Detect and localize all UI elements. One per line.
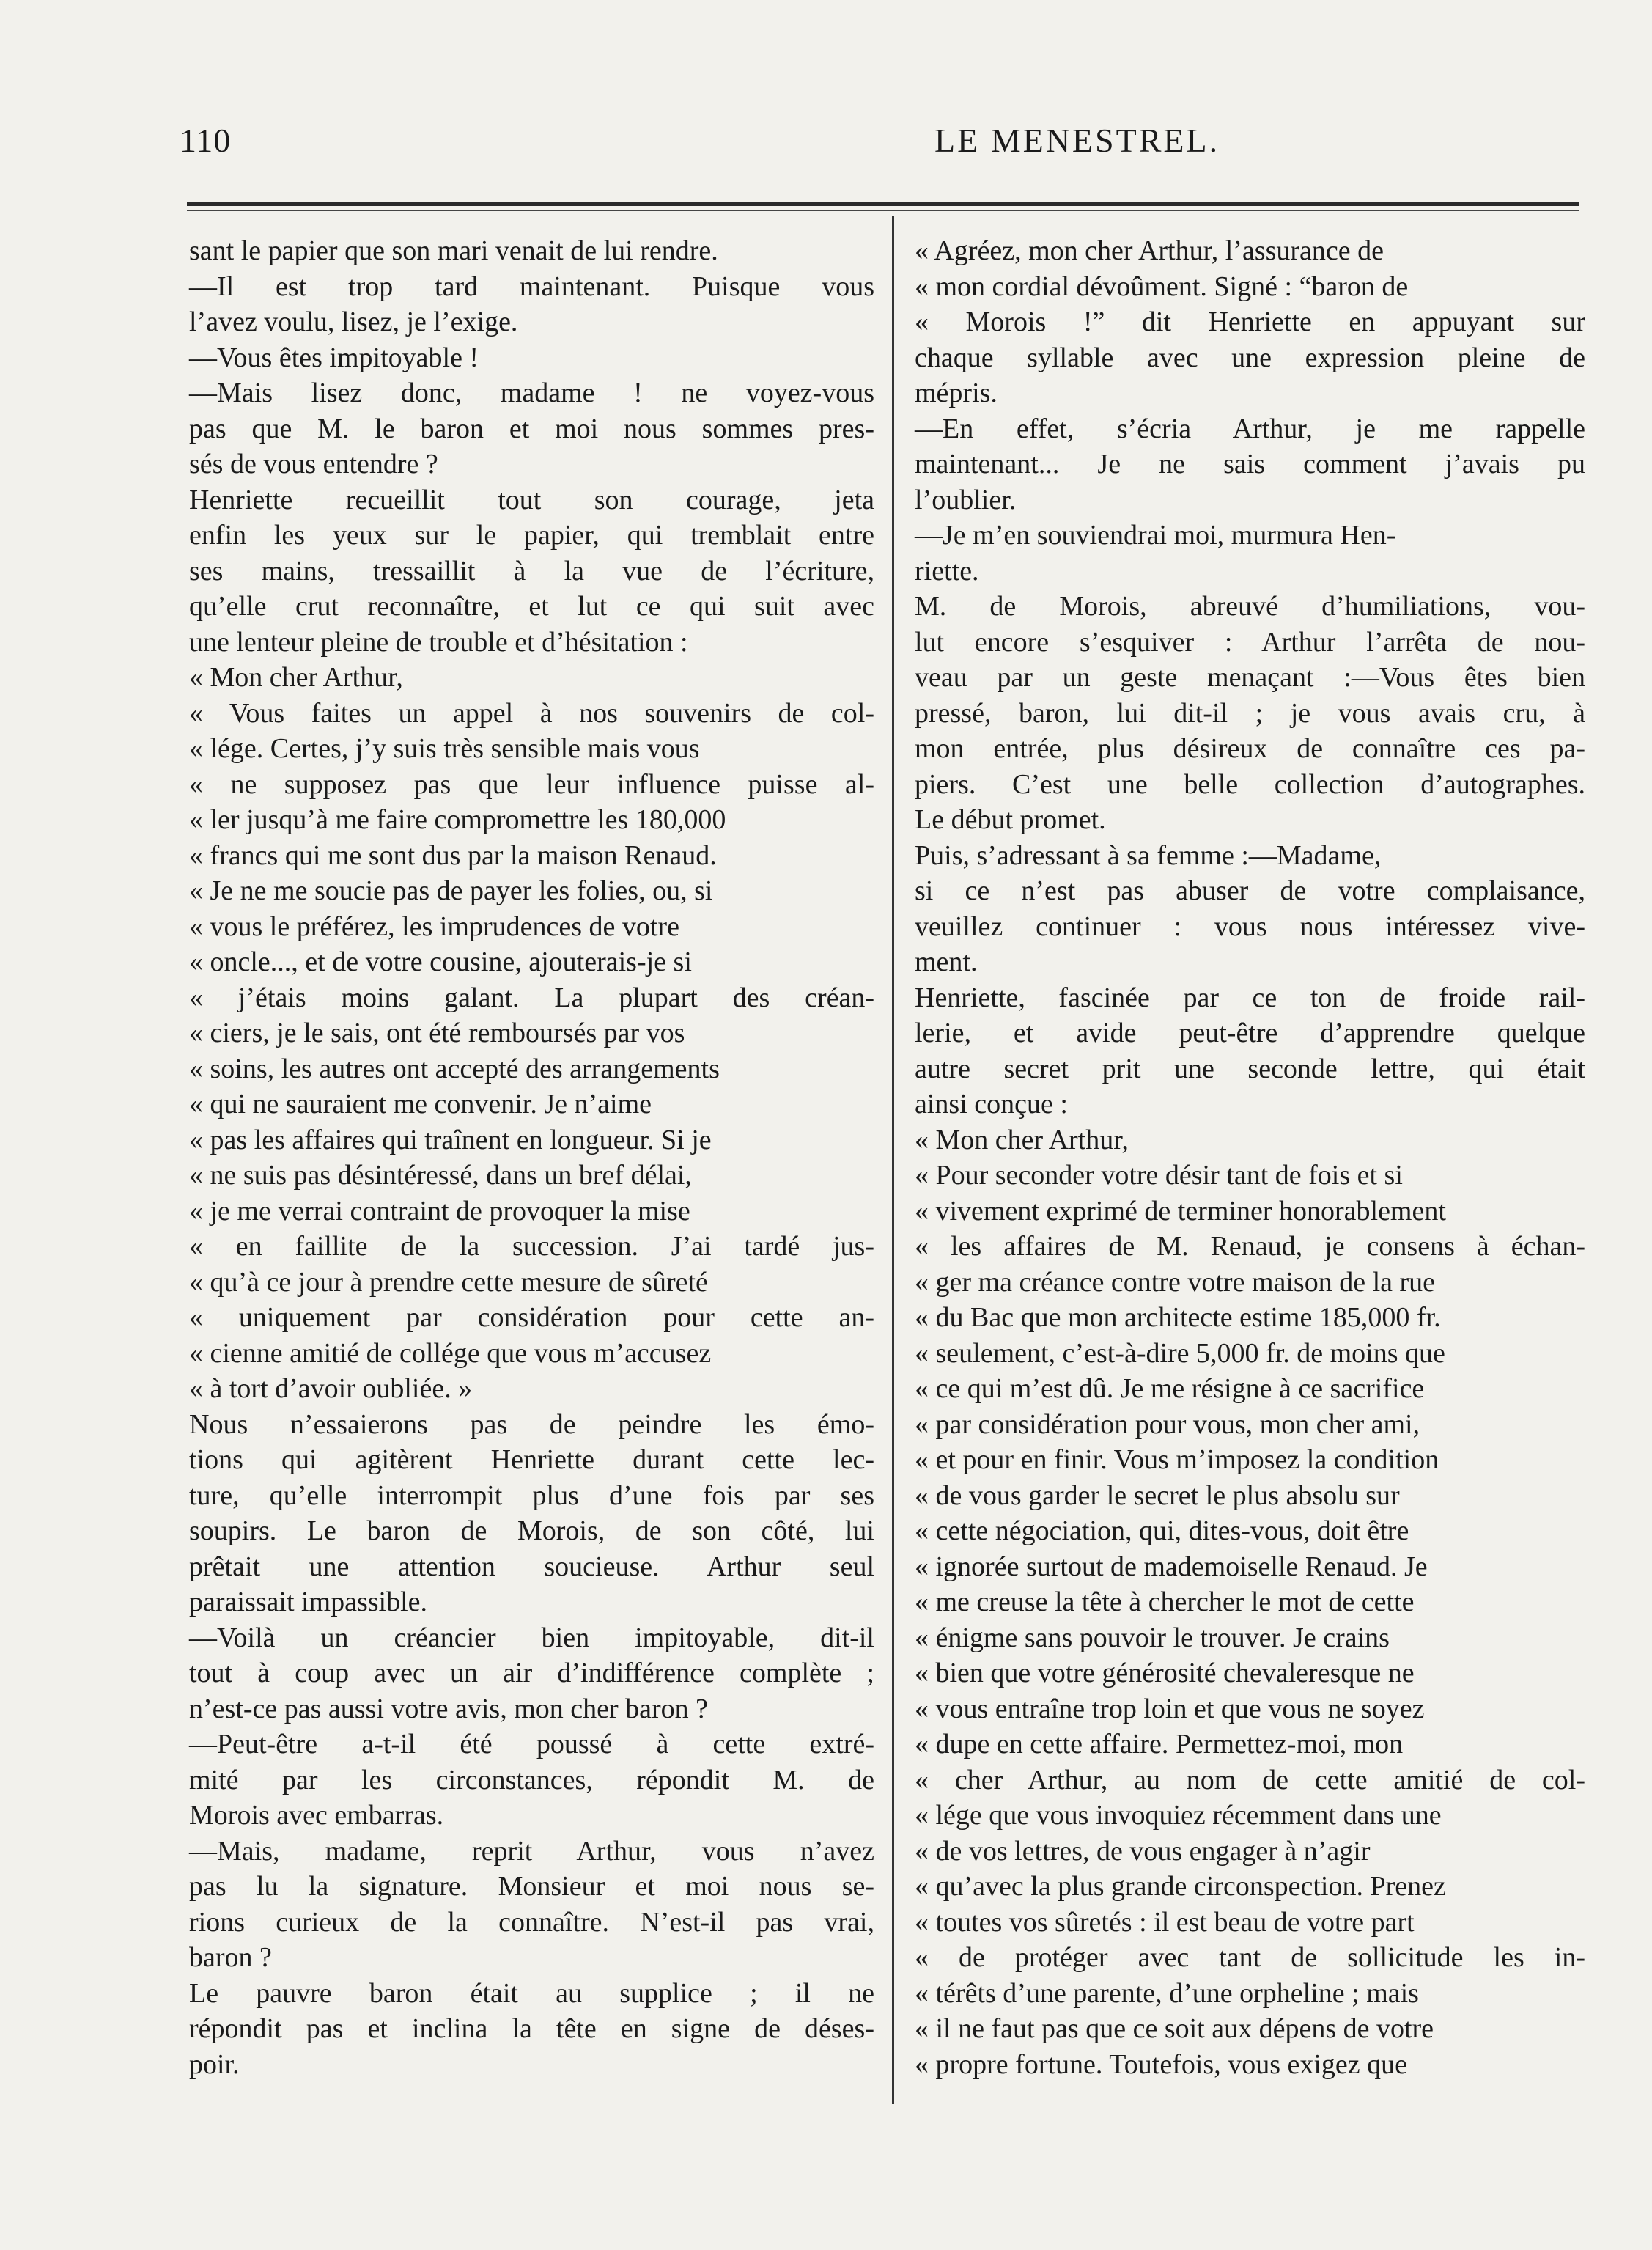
text-line: mépris. — [915, 378, 998, 408]
text-line: soupirs. Le baron de Morois, de son côté, lui — [189, 1515, 874, 1546]
text-line: tions qui agitèrent Henriette durant cette lec- — [189, 1444, 874, 1475]
text-line: Nous n’essaierons pas de peindre les émo- — [189, 1408, 874, 1440]
text-line: « et pour en finir. Vous m’imposez la condition — [915, 1444, 1439, 1475]
page-number: 110 — [180, 122, 232, 159]
text-line: qu’elle crut reconnaître, et lut ce qui suit avec — [189, 591, 874, 622]
text-line: —Il est trop tard maintenant. Puisque vous — [189, 271, 874, 302]
text-line: Puis, s’adressant à sa femme :—Madame, — [915, 839, 1382, 871]
text-line: sant le papier que son mari venait de lui rendre. — [189, 235, 718, 266]
text-line: poir. — [189, 2048, 240, 2080]
text-line: « par considération pour vous, mon cher ami, — [915, 1408, 1420, 1440]
text-line: « les affaires de M. Renaud, je consens à échan- — [915, 1231, 1585, 1262]
text-line: enfin les yeux sur le papier, qui tremblait entre — [189, 520, 874, 551]
text-line: lut encore s’esquiver : Arthur l’arrêta de nou- — [915, 626, 1585, 658]
text-line: « Pour seconder votre désir tant de fois et si — [915, 1160, 1403, 1191]
text-line: Le début promet. — [915, 804, 1106, 835]
text-line: sés de vous entendre ? — [189, 449, 438, 479]
text-line: « ce qui m’est dû. Je me résigne à ce sacrifice — [915, 1373, 1425, 1404]
text-line: « me creuse la tête à chercher le mot de cette — [915, 1587, 1415, 1617]
text-line: « qui ne sauraient me convenir. Je n’aime — [189, 1089, 652, 1120]
text-line: M. de Morois, abreuvé d’humiliations, vou- — [915, 591, 1585, 622]
text-line: ment. — [915, 946, 978, 977]
text-line: Morois avec embarras. — [189, 1800, 444, 1831]
text-line: « bien que votre générosité chevaleresque ne — [915, 1658, 1415, 1688]
header-rule — [187, 202, 1579, 206]
text-line: —Voilà un créancier bien impitoyable, dit-il — [189, 1622, 874, 1653]
text-line: —En effet, s’écria Arthur, je me rappelle — [915, 413, 1585, 444]
text-line: « qu’à ce jour à prendre cette mesure de sûreté — [189, 1266, 708, 1298]
text-line: —Vous êtes impitoyable ! — [189, 342, 479, 373]
text-line: « Morois !” dit Henriette en appuyant sur — [915, 306, 1585, 337]
text-line: baron ? — [189, 1942, 272, 1973]
text-line: pas que M. le baron et moi nous sommes pres- — [189, 413, 874, 444]
text-line: « de vous garder le secret le plus absolu sur — [915, 1479, 1400, 1511]
text-line: « il ne faut pas que ce soit aux dépens de votre — [915, 2013, 1434, 2044]
text-line: rions curieux de la connaître. N’est-il pas vrai, — [189, 1906, 874, 1938]
text-line: piers. C’est une belle collection d’autographes. — [915, 768, 1585, 800]
running-title: LE MENESTREL. — [934, 122, 1220, 159]
text-line: « vous entraîne trop loin et que vous ne soyez — [915, 1693, 1425, 1724]
right-column — [915, 233, 1585, 2082]
text-line: « en faillite de la succession. J’ai tardé jus- — [189, 1231, 874, 1262]
text-line: « qu’avec la plus grande circonspection. Prenez — [915, 1871, 1446, 1902]
text-line: pressé, baron, lui dit-il ; je vous avais cru, à — [915, 697, 1585, 729]
text-line: ture, qu’elle interrompit plus d’une fois par ses — [189, 1479, 874, 1511]
text-line: « Agréez, mon cher Arthur, l’assurance de — [915, 235, 1384, 266]
text-line: « je me verrai contraint de provoquer la mise — [189, 1195, 690, 1227]
text-line: « térêts d’une parente, d’une orpheline ; mais — [915, 1977, 1419, 2009]
text-line: chaque syllable avec une expression pleine de — [915, 342, 1585, 373]
text-line: « Mon cher Arthur, — [915, 1124, 1129, 1155]
text-line: « ne supposez pas que leur influence puisse al- — [189, 768, 874, 800]
text-line: « de protéger avec tant de sollicitude les in- — [915, 1942, 1585, 1973]
left-column — [189, 233, 874, 2082]
text-line: pas lu la signature. Monsieur et moi nous se- — [189, 1871, 874, 1902]
text-line: « dupe en cette affaire. Permettez-moi, mon — [915, 1729, 1404, 1760]
text-line: « énigme sans pouvoir le trouver. Je crains — [915, 1622, 1390, 1653]
text-line: veau par un geste menaçant :—Vous êtes bien — [915, 662, 1585, 693]
text-line: « ler jusqu’à me faire compromettre les 180,000 — [189, 804, 726, 835]
text-line: « seulement, c’est-à-dire 5,000 fr. de moins que — [915, 1337, 1445, 1369]
text-line: n’est-ce pas aussi votre avis, mon cher baron ? — [189, 1693, 709, 1724]
text-line: Henriette, fascinée par ce ton de froide rail- — [915, 982, 1585, 1013]
text-line: « vivement exprimé de terminer honorablement — [915, 1195, 1446, 1227]
text-line: « ne suis pas désintéressé, dans un bref délai, — [189, 1160, 692, 1191]
header-rule-thin — [187, 210, 1579, 211]
text-line: « lége. Certes, j’y suis très sensible mais vous — [189, 733, 700, 764]
text-line: prêtait une attention soucieuse. Arthur seul — [189, 1551, 874, 1582]
text-line: mon entrée, plus désireux de connaître ces pa- — [915, 733, 1585, 764]
text-line: « cette négociation, qui, dites-vous, doit être — [915, 1515, 1409, 1546]
text-line: « mon cordial dévoûment. Signé : “baron de — [915, 271, 1409, 302]
text-line: —Je m’en souviendrai moi, murmura Hen- — [915, 520, 1396, 551]
text-line: « lége que vous invoquiez récemment dans une — [915, 1800, 1442, 1831]
text-line: « ger ma créance contre votre maison de la rue — [915, 1266, 1436, 1298]
text-line: « toutes vos sûretés : il est beau de votre part — [915, 1906, 1415, 1938]
text-line: lerie, et avide peut-être d’apprendre quelque — [915, 1018, 1585, 1048]
text-line: « francs qui me sont dus par la maison Renaud. — [189, 839, 717, 871]
text-line: veuillez continuer : vous nous intéressez vive- — [915, 911, 1585, 942]
text-line: « uniquement par considération pour cette an- — [189, 1302, 874, 1333]
text-line: l’avez voulu, lisez, je l’exige. — [189, 306, 518, 337]
text-line: tout à coup avec un air d’indifférence complète ; — [189, 1658, 874, 1688]
column-divider — [892, 216, 894, 2104]
text-line: si ce n’est pas abuser de votre complaisance, — [915, 875, 1585, 906]
text-line: « cienne amitié de collége que vous m’accusez — [189, 1337, 712, 1369]
text-line: « ciers, je le sais, ont été remboursés par vos — [189, 1018, 685, 1048]
text-line: « ignorée surtout de mademoiselle Renaud. Je — [915, 1551, 1428, 1582]
text-line: « propre fortune. Toutefois, vous exigez que — [915, 2048, 1408, 2080]
text-line: « j’étais moins galant. La plupart des créan- — [189, 982, 874, 1013]
text-line: ses mains, tressaillit à la vue de l’écriture, — [189, 555, 874, 587]
text-line: « oncle..., et de votre cousine, ajouterais-je si — [189, 946, 692, 977]
text-line: « cher Arthur, au nom de cette amitié de col- — [915, 1764, 1585, 1795]
text-line: « vous le préférez, les imprudences de votre — [189, 911, 679, 942]
text-line: « Mon cher Arthur, — [189, 662, 403, 693]
text-line: riette. — [915, 555, 979, 587]
text-line: « pas les affaires qui traînent en longueur. Si je — [189, 1124, 712, 1155]
text-line: maintenant... Je ne sais comment j’avais pu — [915, 449, 1585, 479]
text-line: mité par les circonstances, répondit M. de — [189, 1764, 874, 1795]
text-line: —Mais, madame, reprit Arthur, vous n’avez — [189, 1835, 874, 1867]
page-header — [180, 121, 1587, 180]
text-line: « du Bac que mon architecte estime 185,000 fr. — [915, 1302, 1441, 1333]
text-line: « Vous faites un appel à nos souvenirs de col- — [189, 697, 874, 729]
text-line: paraissait impassible. — [189, 1587, 428, 1617]
text-line: —Peut-être a-t-il été poussé à cette extré- — [189, 1729, 874, 1760]
text-line: répondit pas et inclina la tête en signe de déses- — [189, 2013, 874, 2044]
text-line: l’oublier. — [915, 484, 1017, 515]
text-line: Henriette recueillit tout son courage, jeta — [189, 484, 874, 515]
text-line: « Je ne me soucie pas de payer les folies, ou, si — [189, 875, 713, 906]
text-line: ainsi conçue : — [915, 1089, 1068, 1120]
text-line: « soins, les autres ont accepté des arrangements — [189, 1053, 720, 1084]
text-line: autre secret prit une seconde lettre, qui était — [915, 1053, 1585, 1084]
text-line: « à tort d’avoir oubliée. » — [189, 1373, 473, 1404]
text-line: une lenteur pleine de trouble et d’hésitation : — [189, 626, 688, 658]
text-line: —Mais lisez donc, madame ! ne voyez-vous — [189, 378, 874, 408]
text-line: Le pauvre baron était au supplice ; il ne — [189, 1977, 874, 2009]
text-line: « de vos lettres, de vous engager à n’agir — [915, 1835, 1371, 1867]
